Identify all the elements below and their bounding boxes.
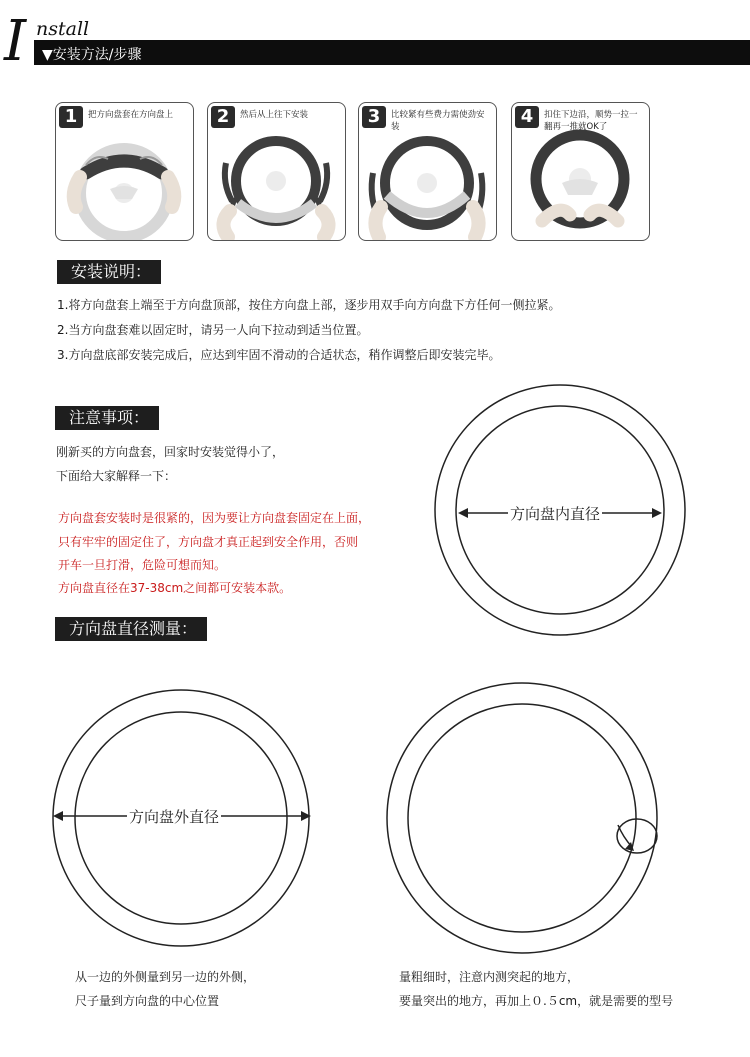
install-note-1: 1.将方向盘套上端至于方向盘顶部，按住方向盘上部，逐步用双手向方向盘下方任何一侧拉紧。 [57, 298, 561, 312]
left-caption-1: 从一边的外侧量到另一边的外侧， [75, 970, 256, 984]
step-card-2 [207, 102, 346, 241]
right-caption-2: 要量突出的地方，再加上０.５cm，就是需要的型号 [399, 994, 674, 1008]
step-card-3 [358, 102, 497, 241]
step-1-number: 1 [59, 106, 83, 128]
step-3-number: 3 [362, 106, 386, 128]
cautions-red-4: 方向盘直径在37-38cm之间都可安装本款。 [58, 581, 292, 595]
cautions-intro-2: 下面给大家解释一下： [56, 469, 177, 483]
cautions-red-3: 开车一旦打滑，危险可想而知。 [58, 558, 227, 572]
right-caption-1: 量粗细时，注意内测突起的地方， [399, 970, 580, 984]
header-word: nstall [36, 18, 90, 40]
step-2-text: 然后从上往下安装 [240, 110, 309, 120]
step-card-1 [55, 102, 194, 241]
step-card-4 [511, 102, 650, 241]
cautions-red-1: 方向盘套安装时是很紧的，因为要让方向盘套固定在上面， [58, 511, 371, 525]
outer-diameter-label: 方向盘外直径 [129, 808, 220, 826]
header-bar [34, 40, 750, 65]
step-2-number: 2 [211, 106, 235, 128]
measurement-title: 方向盘直径测量： [55, 617, 207, 641]
cautions-intro-1: 刚新买的方向盘套，回家时安装觉得小了， [56, 445, 285, 459]
cautions-red-2: 只有牢牢的固定住了，方向盘才真正起到安全作用，否则 [58, 535, 359, 549]
left-caption-2: 尺子量到方向盘的中心位置 [75, 994, 220, 1008]
install-note-2: 2.当方向盘套难以固定时，请另一人向下拉动到适当位置。 [57, 323, 369, 337]
install-note-3: 3.方向盘底部安装完成后，应达到牢固不滑动的合适状态，稍作调整后即安装完毕。 [57, 348, 501, 362]
thickness-diagram [380, 675, 670, 960]
cautions-title: 注意事项： [55, 406, 159, 430]
step-3-text: 比较紧有些费力需使劲安装 [391, 110, 485, 132]
header-bar-text: ▼安装方法/步骤 [42, 47, 142, 63]
step-4-text: 扣住下边沿，顺势一拉一翻再一推就OK了 [544, 110, 638, 132]
header-big-letter: I [4, 9, 27, 74]
inner-diameter-label: 方向盘内直径 [510, 505, 601, 523]
arrow-left-icon [458, 508, 468, 518]
install-notes-title: 安装说明： [57, 260, 161, 284]
step-1-text: 把方向盘套在方向盘上 [88, 110, 174, 120]
arrow-left-icon [53, 811, 63, 821]
arrow-right-icon [652, 508, 662, 518]
step-4-number: 4 [515, 106, 539, 128]
